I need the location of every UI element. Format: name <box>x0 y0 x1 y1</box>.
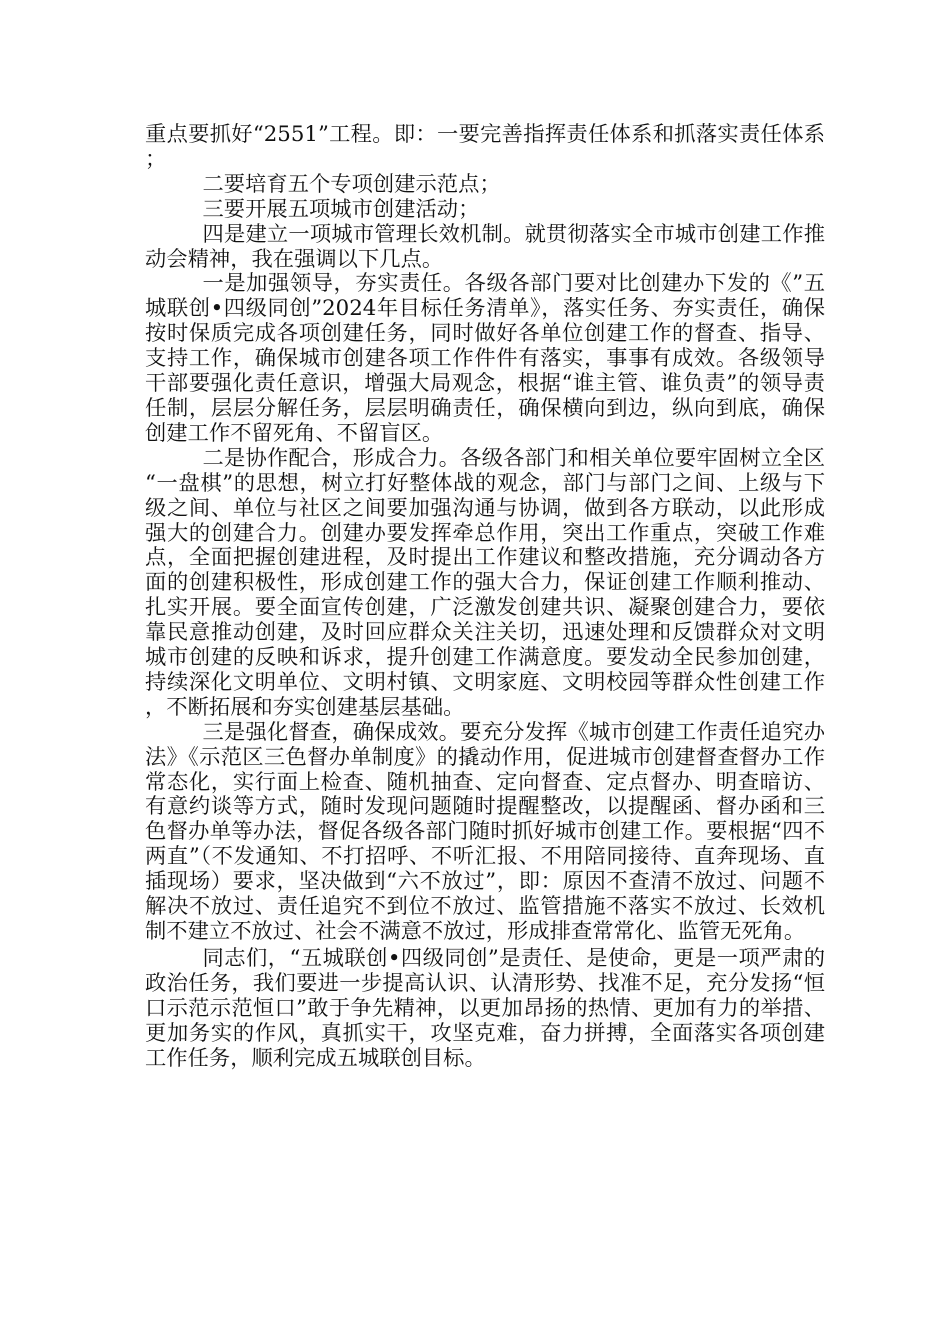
paragraph-item-two: 二要培育五个专项创建示范点； <box>202 171 501 197</box>
paragraph-item-four: 四是建立一项城市管理长效机制。就贯彻落实全市城市创建工作推动会精神，我在强调以下几点。 <box>145 221 825 272</box>
paragraph-item-three: 三要开展五项城市创建活动； <box>202 196 480 222</box>
paragraph-leadership: 一是加强领导，夯实责任。各级各部门要对比创建办下发的《”五城联创•四级同创”2024年目标任务清单》，落实任务、夯实责任，确保按时保质完成各项创建任务，同时做好各单位创建工作的督查、指导、支持工作，确保城市创建各项工作件件有落实，事事有成效。各级领导干部要强化责任意识，增强大局观念，根据“谁主管、谁负责”的领导责任制，层层分解任务，层层明确责任，确保横向到边，纵向到底，确保创建工作不留死角、不留盲区。 <box>145 271 825 446</box>
paragraph-cooperation: 二是协作配合，形成合力。各级各部门和相关单位要牢固树立全区“一盘棋”的思想，树立打好整体战的观念，部门与部门之间、上级与下级之间、单位与社区之间要加强沟通与协调，做到各方联动，以此形成强大的创建合力。创建办要发挥牵总作用，突出工作重点，突破工作难点，全面把握创建进程，及时提出工作建议和整改措施，充分调动各方面的创建积极性，形成创建工作的强大合力，保证创建工作顺利推动、扎实开展。要全面宣传创建，广泛激发创建共识、凝聚创建合力，要依靠民意推动创建，及时回应群众关注关切，迅速处理和反馈群众对文明城市创建的反映和诉求，提升创建工作满意度。要发动全民参加创建，持续深化文明单位、文明村镇、文明家庭、文明校园等群众性创建工作，不断拓展和夯实创建基层基础。 <box>145 445 825 720</box>
document-page <box>145 123 825 1071</box>
paragraph-supervision: 三是强化督查，确保成效。要充分发挥《城市创建工作责任追究办法》《示范区三色督办单制度》的撬动作用，促进城市创建督查督办工作常态化，实行面上检查、随机抽查、定向督查、定点督办、明查暗访、有意约谈等方式，随时发现问题随时提醒整改，以提醒函、督办函和三色督办单等办法，督促各级各部门随时抓好城市创建工作。要根据“四不两直”（不发通知、不打招呼、不听汇报、不用陪同接待、直奔现场、直插现场）要求，坚决做到“六不放过”，即：原因不查清不放过、问题不解决不放过、责任追究不到位不放过、监管措施不落实不放过、长效机制不建立不放过、社会不满意不放过，形成排查常常化、监管无死角。 <box>145 719 825 944</box>
paragraph-conclusion: 同志们，“五城联创•四级同创”是责任、是使命，更是一项严肃的政治任务，我们要进一步提高认识、认清形势、找准不足，充分发扬“恒口示范示范恒口”敢于争先精神，以更加昂扬的热情、更加有力的举措、更加务实的作风，真抓实干，攻坚克难，奋力拼搏，全面落实各项创建工作任务，顺利完成五城联创目标。 <box>145 945 825 1071</box>
paragraph-intro: 重点要抓好“2551”工程。即：一要完善指挥责任体系和抓落实责任体系； <box>145 122 825 172</box>
